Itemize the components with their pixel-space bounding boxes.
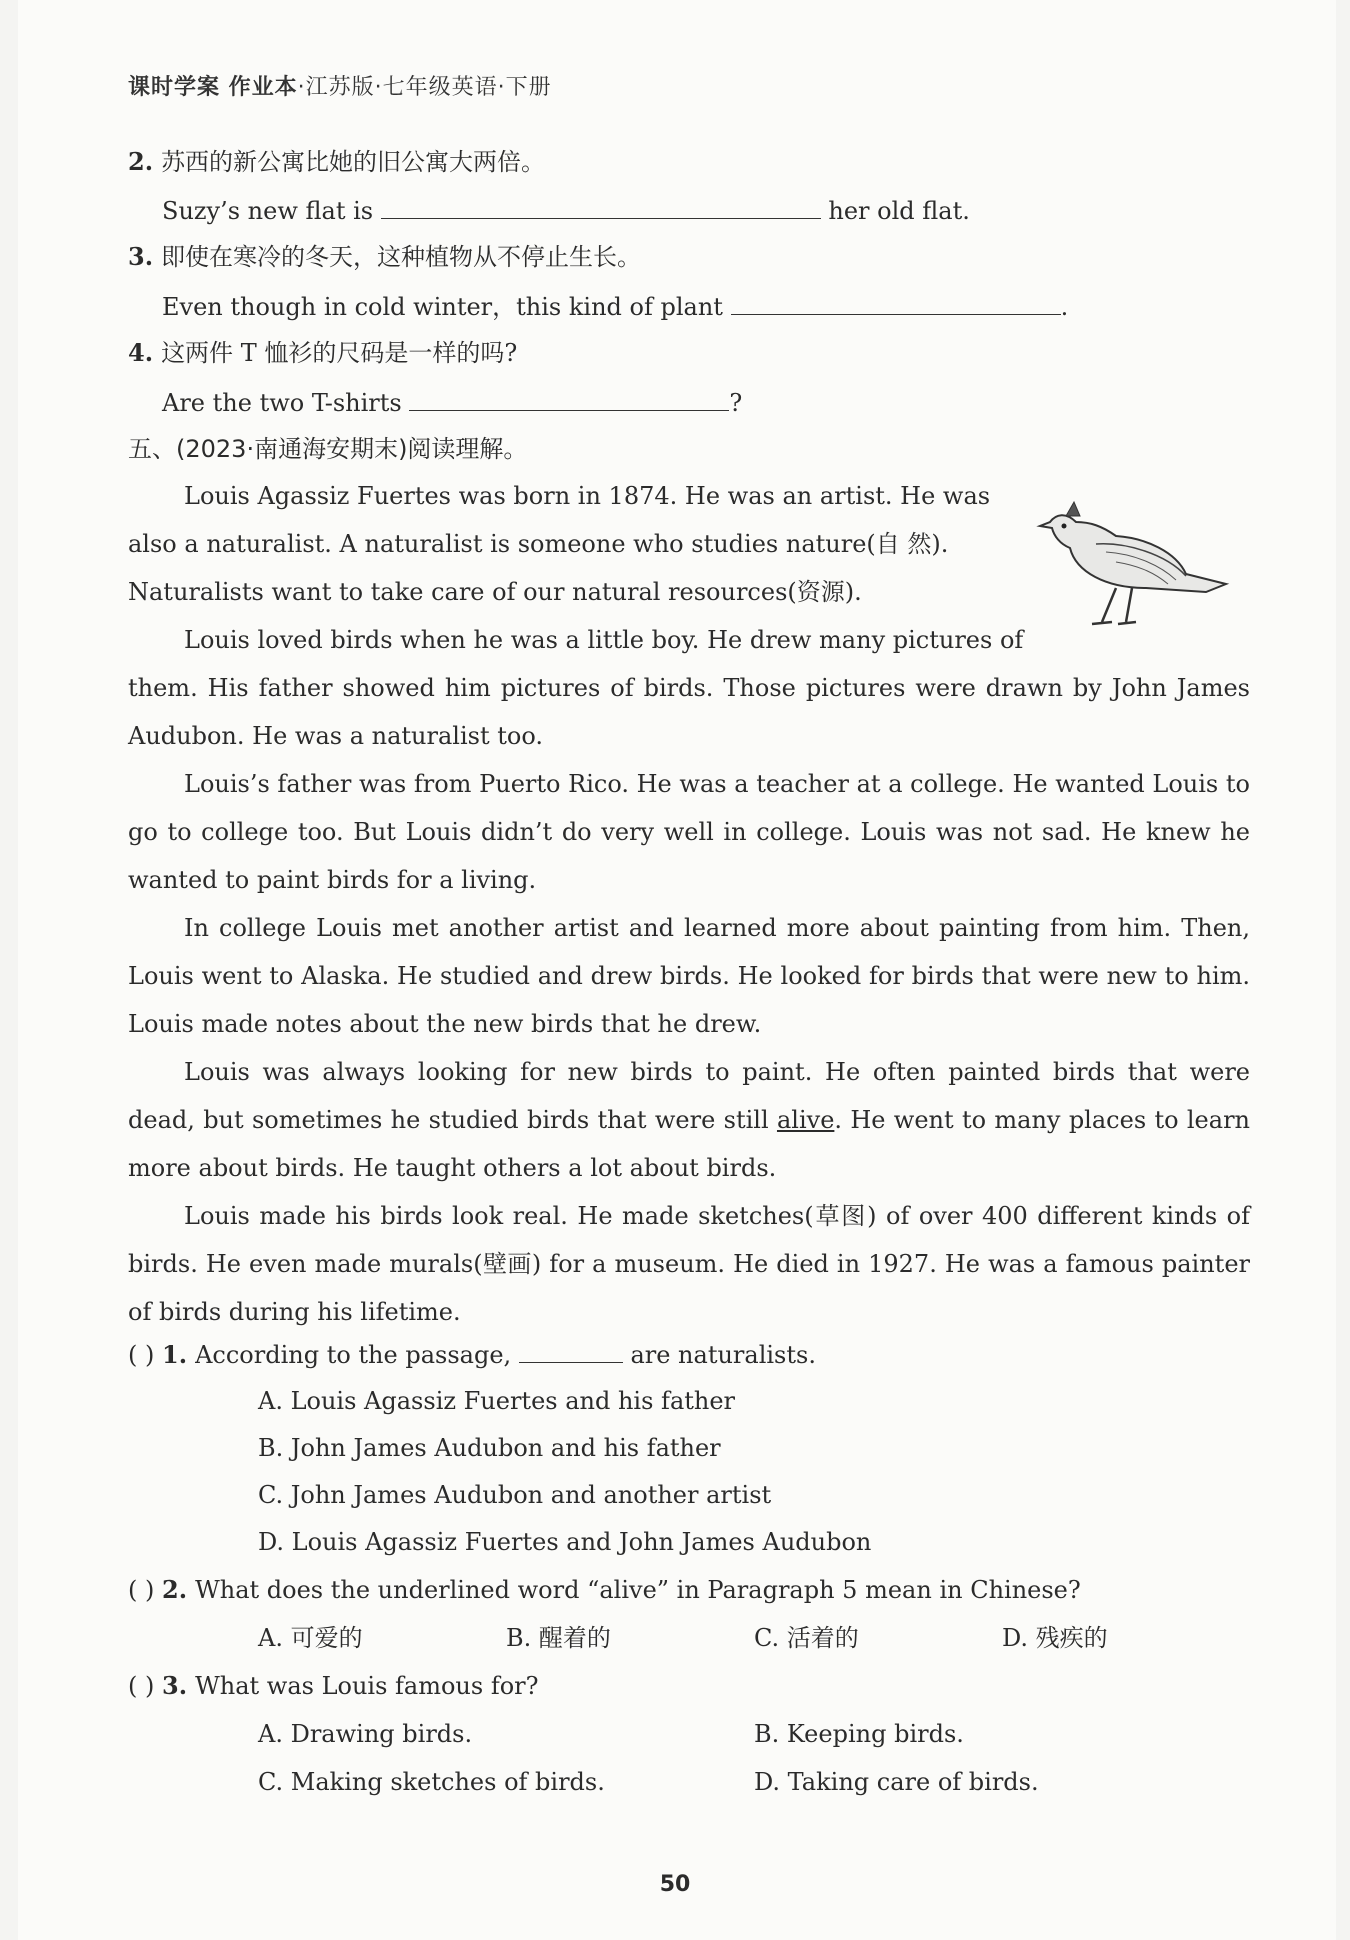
- answer-blank[interactable]: [409, 386, 729, 411]
- page-number: 50: [659, 1872, 691, 1897]
- q3-option-a[interactable]: A. Drawing birds.: [258, 1720, 473, 1748]
- passage-p1-line1: Louis Agassiz Fuertes was born in 1874. He was an artist. He was: [184, 482, 991, 510]
- item-4-chinese: 4. 这两件 T 恤衫的尺码是一样的吗?: [128, 338, 518, 367]
- q2-option-c[interactable]: C. 活着的: [754, 1624, 859, 1652]
- passage-p3: Louis’s father was from Puerto Rico. He was a teacher at a college. He wanted Louis to go to college too. But Louis didn’t do very well in college. Louis was not sad. He knew he wanted to paint birds for a living.: [128, 770, 1250, 894]
- q2-option-d[interactable]: D. 残疾的: [1002, 1624, 1108, 1652]
- passage-p5: Louis was always looking for new birds to paint. He often painted birds that were dead, but sometimes he studied birds that were still alive. He went to many places to learn more about birds. He taught others a lot about birds.: [128, 1058, 1250, 1182]
- answer-paren[interactable]: ( ): [128, 1672, 155, 1700]
- q1-option-a[interactable]: A. Louis Agassiz Fuertes and his father: [258, 1387, 736, 1415]
- q2-option-b[interactable]: B. 醒着的: [506, 1624, 611, 1652]
- question-2: ( ) 2. What does the underlined word “alive” in Paragraph 5 mean in Chinese?: [128, 1575, 1081, 1604]
- answer-blank[interactable]: [381, 194, 821, 219]
- answer-blank[interactable]: [731, 290, 1061, 315]
- passage-body: [128, 664, 1250, 1336]
- answer-paren[interactable]: ( ): [128, 1576, 155, 1604]
- q3-option-b[interactable]: B. Keeping birds.: [754, 1720, 964, 1748]
- item-4-english: Are the two T-shirts ?: [162, 386, 742, 418]
- item-3-english: Even though in cold winter，this kind of plant .: [162, 290, 1068, 322]
- passage-p2-line1: Louis loved birds when he was a little boy. He drew many pictures of: [184, 626, 1024, 654]
- passage-p1-line3: Naturalists want to take care of our natural resources(资源).: [128, 578, 862, 606]
- q1-option-d[interactable]: D. Louis Agassiz Fuertes and John James Audubon: [258, 1528, 872, 1556]
- passage-p1-line2: also a naturalist. A naturalist is someone who studies nature(自 然).: [128, 530, 949, 558]
- question-1: ( ) 1. According to the passage, are naturalists.: [128, 1340, 816, 1369]
- q3-option-c[interactable]: C. Making sketches of birds.: [258, 1768, 605, 1796]
- passage-p6: Louis made his birds look real. He made sketches(草图) of over 400 different kinds of birds. He even made murals(壁画) for a museum. He died in 1927. He was a famous painter of birds during his lifetime.: [128, 1202, 1250, 1326]
- item-3-chinese: 3. 即使在寒冷的冬天，这种植物从不停止生长。: [128, 242, 642, 271]
- section-title: 五、(2023·南通海安期末)阅读理解。: [128, 435, 528, 463]
- item-2-chinese: 2. 苏西的新公寓比她的旧公寓大两倍。: [128, 147, 546, 176]
- bird-illustration: [1036, 492, 1236, 632]
- q1-option-c[interactable]: C. John James Audubon and another artist: [258, 1481, 772, 1509]
- q2-option-a[interactable]: A. 可爱的: [258, 1624, 363, 1652]
- underlined-word: alive: [776, 1106, 835, 1134]
- header-brand: 课时学案 作业本: [128, 75, 298, 100]
- answer-paren[interactable]: ( ): [128, 1341, 155, 1369]
- header-subtitle: ·江苏版·七年级英语·下册: [297, 75, 552, 100]
- question-3: ( ) 3. What was Louis famous for?: [128, 1671, 539, 1700]
- running-header: [128, 70, 552, 101]
- answer-blank[interactable]: [519, 1338, 623, 1363]
- passage-p2-rest: them. His father showed him pictures of birds. Those pictures were drawn by John James Audubon. He was a naturalist too.: [128, 674, 1250, 750]
- item-2-english: Suzy’s new flat is her old flat.: [162, 194, 970, 226]
- q3-option-d[interactable]: D. Taking care of birds.: [754, 1768, 1039, 1796]
- passage-p4: In college Louis met another artist and learned more about painting from him. Then, Louis went to Alaska. He studied and drew birds. He looked for birds that were new to him. Louis made notes about the new birds that he drew.: [128, 914, 1250, 1038]
- q1-option-b[interactable]: B. John James Audubon and his father: [258, 1434, 721, 1462]
